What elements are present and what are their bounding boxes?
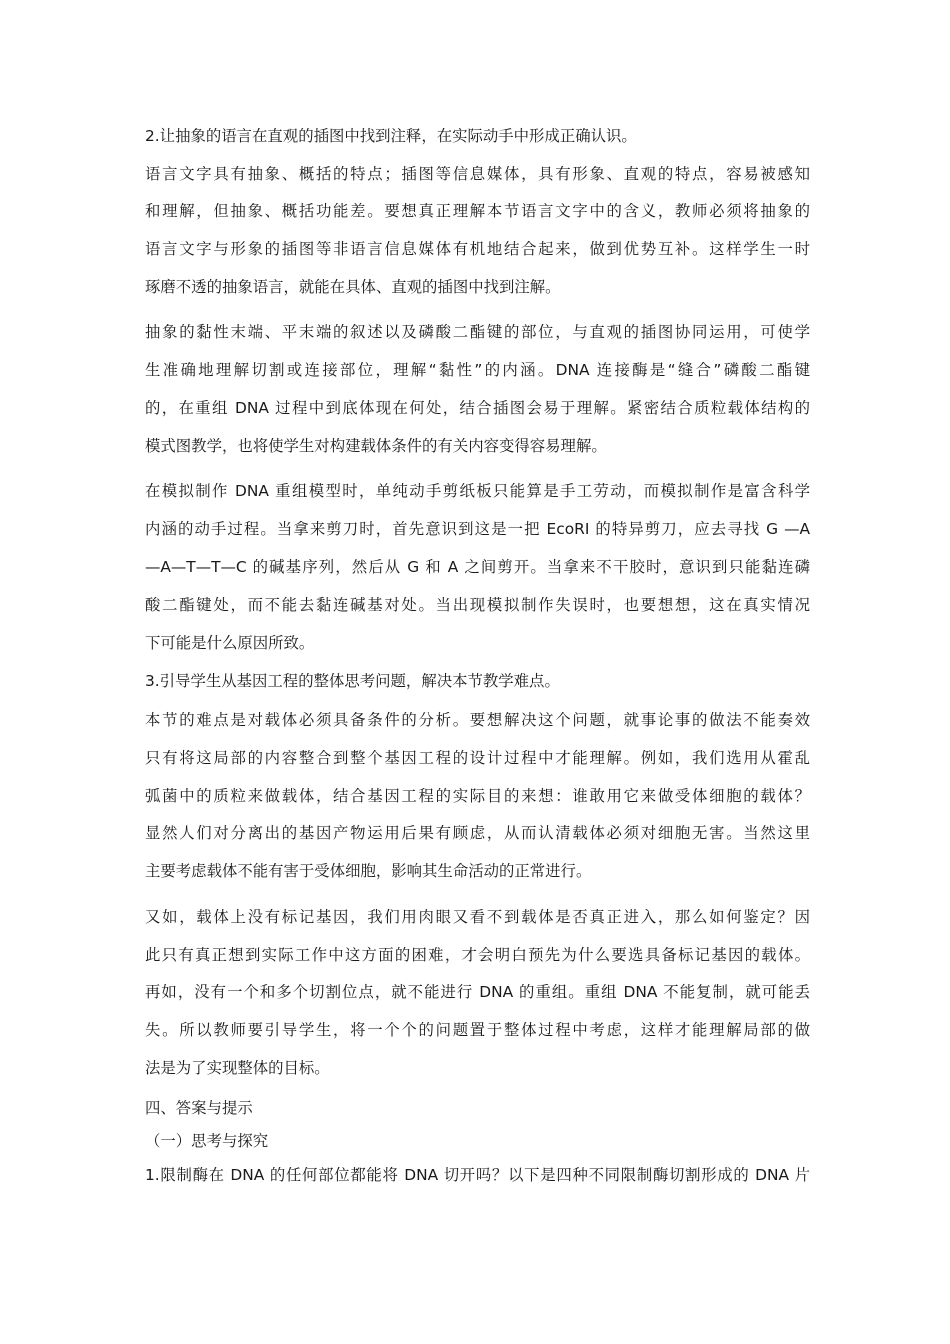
paragraph-line: 模式图教学，也将使学生对构建载体条件的有关内容变得容易理解。	[145, 437, 607, 455]
paragraph-line: 失。所以教师要引导学生，将一个个的问题置于整体过程中考虑，这样才能理解局部的做	[145, 1021, 810, 1039]
paragraph-line: 下可能是什么原因所致。	[145, 634, 315, 652]
paragraph-line: 又如，载体上没有标记基因，我们用肉眼又看不到载体是否真正进入，那么如何鉴定？因	[145, 908, 810, 926]
paragraph-line: 主要考虑载体不能有害于受体细胞，影响其生命活动的正常进行。	[145, 862, 592, 880]
paragraph-line: 只有将这局部的内容整合到整个基因工程的设计过程中才能理解。例如，我们选用从霍乱	[145, 749, 810, 767]
paragraph-line: 法是为了实现整体的目标。	[145, 1059, 330, 1077]
paragraph-line: 弧菌中的质粒来做载体，结合基因工程的实际目的来想：谁敢用它来做受体细胞的载体？	[145, 787, 810, 805]
paragraph-line: 酸二酯键处，而不能去黏连碱基对处。当出现模拟制作失误时，也要想想，这在真实情况	[145, 596, 810, 614]
heading-2: 2.让抽象的语言在直观的插图中找到注释，在实际动手中形成正确认识。	[145, 127, 637, 145]
paragraph-line: 语言文字与形象的插图等非语言信息媒体有机地结合起来，做到优势互补。这样学生一时	[145, 240, 810, 258]
paragraph-line: 本节的难点是对载体必须具备条件的分析。要想解决这个问题，就事论事的做法不能奏效	[145, 711, 810, 729]
question-line: 1.限制酶在 DNA 的任何部位都能将 DNA 切开吗？以下是四种不同限制酶切割形成的 DNA 片	[145, 1166, 810, 1184]
paragraph-line: 琢磨不透的抽象语言，就能在具体、直观的插图中找到注解。	[145, 278, 561, 296]
paragraph-line: 抽象的黏性末端、平末端的叙述以及磷酸二酯键的部位，与直观的插图协同运用，可使学	[145, 323, 810, 341]
paragraph-line: 此只有真正想到实际工作中这方面的困难，才会明白预先为什么要选具备标记基因的载体。	[145, 946, 810, 964]
paragraph-line: 语言文字具有抽象、概括的特点；插图等信息媒体，具有形象、直观的特点，容易被感知	[145, 165, 810, 183]
paragraph-line: 和理解，但抽象、概括功能差。要想真正理解本节语言文字中的含义，教师必须将抽象的	[145, 202, 810, 220]
paragraph-line: 生准确地理解切割或连接部位，理解“黏性”的内涵。DNA 连接酶是“缝合”磷酸二酯键	[145, 361, 810, 379]
paragraph-line: 显然人们对分离出的基因产物运用后果有顾虑，从而认清载体必须对细胞无害。当然这里	[145, 824, 810, 842]
paragraph-line: 的，在重组 DNA 过程中到底体现在何处，结合插图会易于理解。紧密结合质粒载体结构的	[145, 399, 810, 417]
section-heading: 四、答案与提示	[145, 1099, 253, 1117]
subsection-heading: （一）思考与探究	[145, 1132, 269, 1150]
paragraph-line: 再如，没有一个和多个切割位点，就不能进行 DNA 的重组。重组 DNA 不能复制，就可能丢	[145, 983, 810, 1001]
paragraph-line: 在模拟制作 DNA 重组模型时，单纯动手剪纸板只能算是手工劳动，而模拟制作是富含科学	[145, 482, 810, 500]
paragraph-line: 内涵的动手过程。当拿来剪刀时，首先意识到这是一把 EcoRI 的特异剪刀，应去寻找 G —A	[145, 520, 810, 538]
paragraph-line: —A—T—T—C 的碱基序列，然后从 G 和 A 之间剪开。当拿来不干胶时，意识到只能黏连磷	[145, 558, 810, 576]
heading-3: 3.引导学生从基因工程的整体思考问题，解决本节教学难点。	[145, 672, 560, 690]
